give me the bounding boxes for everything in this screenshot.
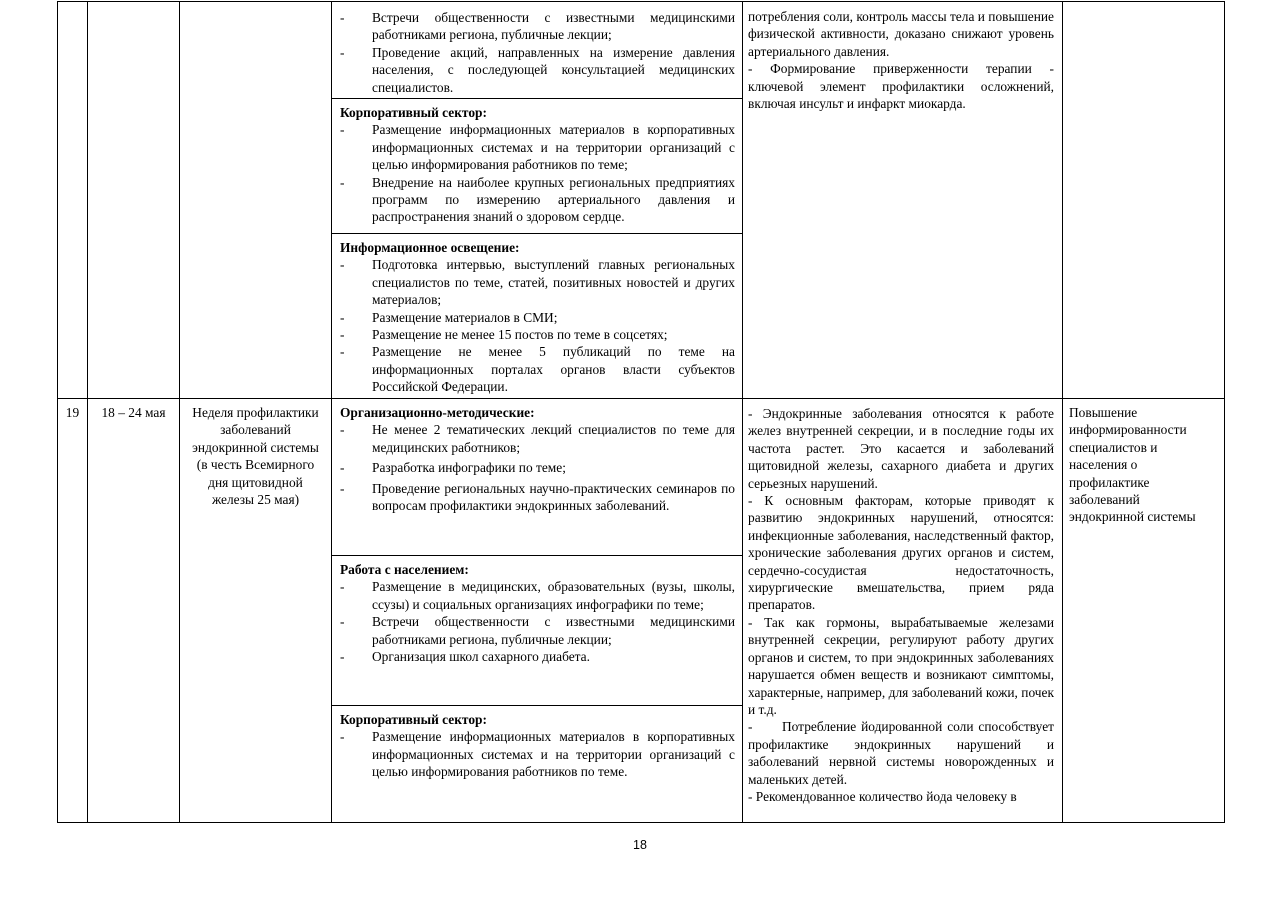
cell-activities [332,2,743,399]
cell-activities [332,399,743,823]
list-item: - Размещение не менее 5 публикаций по теме на информационных порталах органов власти субъектов Российской Федерации. [340,344,735,395]
cell-number-empty [58,2,88,399]
cell-week-title: Неделя профилактики заболеваний эндокринной системы (в честь Всемирного дня щитовидной железы 25 мая) [180,399,332,823]
list-item: - Внедрение на наиболее крупных региональных предприятиях программ по измерению артериального давления и распространения знаний о здоровом сердце. [340,174,735,225]
cell-info [743,2,1063,399]
block-header: Организационно-методические: [340,405,535,420]
cell-number: 19 [58,399,88,823]
list-item: - Подготовка интервью, выступлений главных региональных специалистов по теме, статей, позитивных новостей и других материалов; [340,257,735,308]
cell-dates: 18 – 24 мая [88,399,180,823]
info-paragraph: - Эндокринные заболевания относятся к работе желез внутренней секреции, и в последние годы их частота растет. Это касается и заболеваний щитовидной железы, сахарного диабета и других серьезных нарушений. [748,406,1054,491]
list-item: - Размещение не менее 15 постов по теме в соцсетях; [340,327,668,343]
page-number: 18 [633,838,647,852]
cell-dates-empty [88,2,180,399]
activity-block [332,399,742,556]
list-item: - Размещение материалов в СМИ; [340,309,558,325]
cell-week-empty [180,2,332,399]
cell-goal-empty [1063,2,1225,399]
list-item: - Проведение региональных научно-практических семинаров по вопросам профилактики эндокринных заболеваний. [340,480,735,514]
table-row-continued [58,2,1225,399]
list-item: - Размещение информационных материалов в корпоративных информационных системах и на территории организаций с целью информирования работников по теме; [340,122,735,173]
activity-block [332,234,742,397]
info-paragraph: - Так как гормоны, вырабатываемые железами внутренней секреции, регулируют работу других органов и систем, то при эндокринных заболеваниях нарушается обмен веществ и возникают симптомы, характерные, например, для заболеваний кожи, почек и т.д. [748,614,1054,717]
block-header: Работа с населением: [340,562,469,577]
list-item: - Встречи общественности с известными медицинскими работниками региона, публичные лекции; [340,614,735,647]
block-header: Корпоративный сектор: [340,105,487,120]
block-header: Корпоративный сектор: [340,712,487,727]
cell-info [743,399,1063,823]
list-item: - Не менее 2 тематических лекций специалистов по теме для медицинских работников; [340,422,735,455]
list-item: - Разработка инфографики по теме; [340,460,566,476]
block-header: Информационное освещение: [340,240,520,255]
schedule-table [57,1,1225,823]
info-paragraph: - Потребление йодированной соли способствует профилактике эндокринных нарушений и заболеваний нервной системы новорожденных и маленьких детей. [748,719,1058,787]
cell-goal: Повышение информированности специалистов и населения о профилактике заболеваний эндокринной системы [1063,399,1225,823]
list-item: - Встречи общественности с известными медицинскими работниками региона, публичные лекции; [340,10,735,43]
list-item: - Проведение акций, направленных на измерение давления населения, с последующей консультацией медицинских специалистов. [340,44,735,95]
info-paragraph: потребления соли, контроль массы тела и повышение физической активности, доказано снижают уровень артериального давления. [748,9,1054,59]
info-paragraph: - К основным факторам, которые приводят к развитию эндокринных нарушений, относятся: инфекционные заболевания, наследственный фактор, хронические заболевания других органов и систем, сердечно-сосудистая недостаточность, хирургические вмешательства, прием ряда препаратов. [748,493,1054,613]
table-row-19 [58,399,1225,823]
info-paragraph: - Рекомендованное количество йода человеку в [748,788,1017,804]
info-paragraph: - Формирование приверженности терапии - ключевой элемент профилактики осложнений, включая инсульт и инфаркт миокарда. [748,61,1054,112]
activity-block [332,706,742,821]
list-item: - Организация школ сахарного диабета. [340,649,590,665]
activity-block [332,99,742,234]
list-item: - Размещение в медицинских, образовательных (вузы, школы, ссузы) и социальных организациях инфографики по теме; [340,579,735,612]
activity-block [332,2,742,99]
activity-block [332,556,742,706]
list-item: - Размещение информационных материалов в корпоративных информационных системах и на территории организаций с целью информирования работников по теме. [340,729,735,780]
